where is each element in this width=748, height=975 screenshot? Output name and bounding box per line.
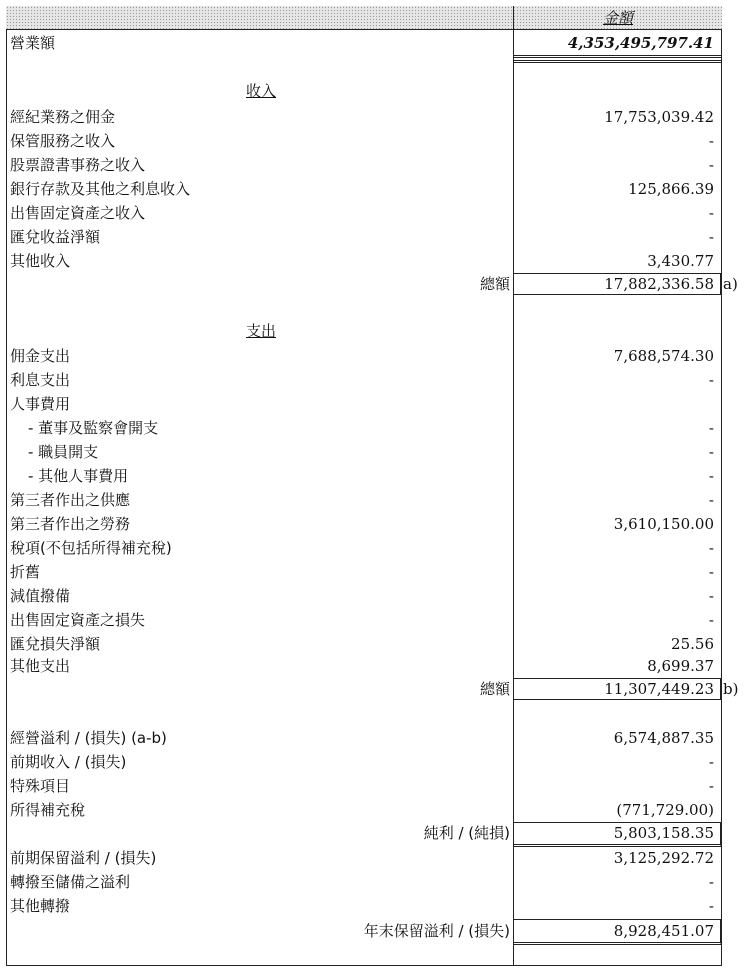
- net-result-label: 純利 / (純損): [423, 824, 510, 842]
- expense-item-label: 佣金支出: [10, 347, 71, 365]
- expense-row: [0, 441, 748, 464]
- revenue-underline: [513, 55, 722, 58]
- income-section-title: 收入: [246, 82, 277, 100]
- result-item-value: -: [708, 753, 714, 771]
- expense-item-label: - 其他人事費用: [28, 467, 129, 485]
- retained-item-value: -: [708, 873, 714, 891]
- expense-item-label: 其他支出: [10, 657, 71, 675]
- income-item-value: -: [708, 132, 714, 150]
- expense-total-label: 總額: [479, 680, 510, 698]
- expense-item-label: 第三者作出之供應: [10, 491, 131, 509]
- income-item-label: 匯兌收益淨額: [10, 228, 101, 246]
- expense-total-marker: b): [723, 680, 739, 698]
- expense-row: [0, 393, 748, 416]
- expense-row: [0, 609, 748, 632]
- expense-item-value: 25.56: [671, 635, 714, 653]
- expense-row: [0, 465, 748, 488]
- retained-item-label: 轉撥至儲備之溢利: [10, 873, 131, 891]
- income-row: [0, 202, 748, 225]
- expense-section-heading-row: [0, 320, 748, 343]
- income-item-label: 股票證書事務之收入: [10, 156, 146, 174]
- result-row: [0, 727, 748, 750]
- expense-item-label: 出售固定資產之損失: [10, 611, 146, 629]
- income-item-value: -: [708, 204, 714, 222]
- retained-row: [0, 895, 748, 918]
- expense-row: [0, 513, 748, 536]
- income-row: [0, 250, 748, 273]
- result-row: [0, 775, 748, 798]
- expense-item-label: 匯兌損失淨額: [10, 635, 101, 653]
- expense-item-value: 7,688,574.30: [613, 347, 714, 365]
- expense-item-label: 減值撥備: [10, 587, 71, 605]
- income-item-value: 3,430.77: [647, 252, 714, 270]
- final-retained-row: [0, 920, 748, 943]
- income-item-label: 出售固定資產之收入: [10, 204, 146, 222]
- income-item-label: 保管服務之收入: [10, 132, 116, 150]
- revenue-label: 營業額: [10, 34, 56, 52]
- expense-item-label: 人事費用: [10, 395, 71, 413]
- retained-item-value: 3,125,292.72: [613, 849, 714, 867]
- net-result-value: 5,803,158.35: [613, 824, 714, 842]
- amount-column-header: 金額: [602, 9, 633, 27]
- result-item-label: 前期收入 / (損失): [10, 753, 127, 771]
- expense-row: [0, 633, 748, 656]
- expense-item-label: 折舊: [10, 563, 41, 581]
- income-total-marker: a): [723, 275, 738, 293]
- expense-item-value: -: [708, 587, 714, 605]
- retained-row: [0, 847, 748, 870]
- expense-row: [0, 561, 748, 584]
- expense-item-value: -: [708, 611, 714, 629]
- expense-item-label: - 職員開支: [28, 443, 99, 461]
- income-row: [0, 106, 748, 129]
- revenue-row: [0, 32, 748, 55]
- expense-row: [0, 585, 748, 608]
- expense-item-value: -: [708, 491, 714, 509]
- expense-item-label: - 董事及監察會開支: [28, 419, 159, 437]
- income-item-label: 其他收入: [10, 252, 71, 270]
- result-row: [0, 751, 748, 774]
- result-item-value: 6,574,887.35: [613, 729, 714, 747]
- result-item-label: 經營溢利 / (損失) (a-b): [10, 729, 167, 747]
- expense-total-row: [0, 678, 748, 701]
- final-retained-value: 8,928,451.07: [613, 922, 714, 940]
- income-item-value: -: [708, 156, 714, 174]
- income-row: [0, 226, 748, 249]
- expense-item-value: -: [708, 419, 714, 437]
- expense-total-value: 11,307,449.23: [604, 680, 714, 698]
- result-row: [0, 799, 748, 822]
- result-item-value: (771,729.00): [616, 801, 714, 819]
- income-total-label: 總額: [479, 275, 510, 293]
- expense-row: [0, 537, 748, 560]
- income-total-row: [0, 273, 748, 296]
- final-retained-label: 年末保留溢利 / (損失): [363, 922, 510, 940]
- expense-row: [0, 489, 748, 512]
- result-item-label: 所得補充稅: [10, 801, 86, 819]
- income-item-value: 17,753,039.42: [604, 108, 714, 126]
- expense-row: [0, 655, 748, 678]
- expense-item-value: 8,699.37: [647, 657, 714, 675]
- income-section-heading-row: [0, 80, 748, 103]
- income-total-value: 17,882,336.58: [604, 275, 714, 293]
- expense-item-label: 第三者作出之勞務: [10, 515, 131, 533]
- expense-item-label: 利息支出: [10, 371, 71, 389]
- expense-row: [0, 417, 748, 440]
- income-item-value: -: [708, 228, 714, 246]
- income-row: [0, 154, 748, 177]
- income-item-value: 125,866.39: [628, 180, 714, 198]
- income-row: [0, 130, 748, 153]
- net-result-row: [0, 822, 748, 845]
- retained-item-value: -: [708, 897, 714, 915]
- income-item-label: 銀行存款及其他之利息收入: [10, 180, 191, 198]
- retained-item-label: 其他轉撥: [10, 897, 71, 915]
- expense-item-value: -: [708, 443, 714, 461]
- expense-item-value: -: [708, 563, 714, 581]
- expense-section-title: 支出: [246, 322, 277, 340]
- expense-row: [0, 345, 748, 368]
- revenue-underline-2: [513, 60, 722, 63]
- revenue-value: 4,353,495,797.41: [567, 34, 714, 52]
- retained-item-label: 前期保留溢利 / (損失): [10, 849, 157, 867]
- income-row: [0, 178, 748, 201]
- income-item-label: 經紀業務之佣金: [10, 108, 116, 126]
- retained-row: [0, 871, 748, 894]
- expense-item-value: -: [708, 371, 714, 389]
- expense-row: [0, 369, 748, 392]
- expense-item-value: 3,610,150.00: [613, 515, 714, 533]
- result-item-label: 特殊項目: [10, 777, 71, 795]
- expense-item-value: -: [708, 539, 714, 557]
- expense-item-value: -: [708, 467, 714, 485]
- expense-item-label: 稅項(不包括所得補充稅): [10, 539, 172, 557]
- result-item-value: -: [708, 777, 714, 795]
